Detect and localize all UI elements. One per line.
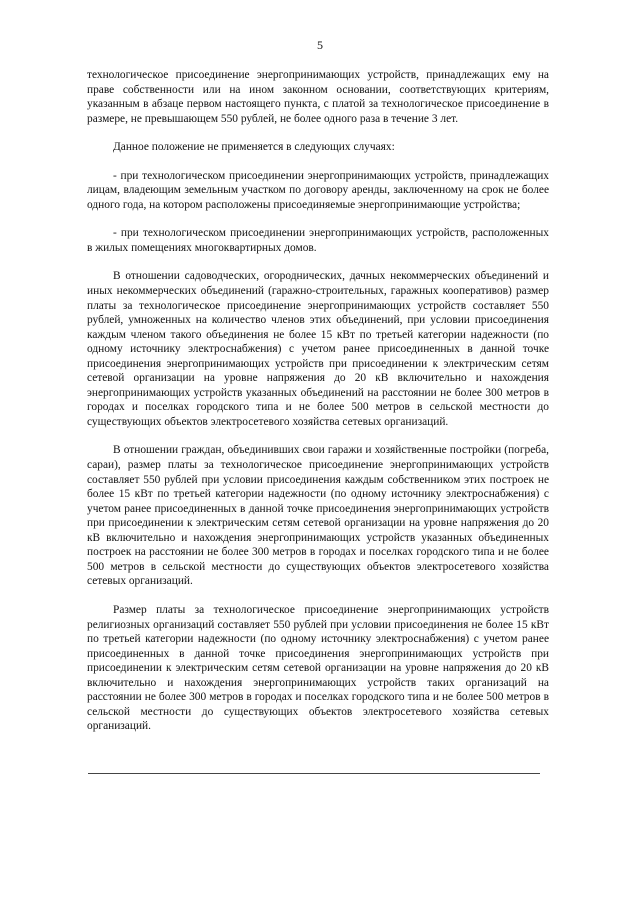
paragraph-religious-organizations: Размер платы за технологическое присоединение энергопринимающих устройств религиозных организаций составляет 550 рублей при условии присоединения не более 15 кВт по третьей категории надежности (по одному источнику электроснабжения) с учетом ранее присоединенных в данной точке присоединения энергопринимающих устройств при присоединении к электрическим сетям сетевой организации на уровне напряжения до 20 кВ включительно и нахождения энергопринимающих устройств таких организаций на расстоянии не более 300 метров в городах и поселках городского типа и не более 500 метров в сельской местности до существующих объектов электросетевого хозяйства сетевых организаций. [87,603,549,733]
paragraph-continuation: технологическое присоединение энергопринимающих устройств, принадлежащих ему на праве собственности или на ином законном основании, соответствующих критериям, указанным в абзаце первом настоящего пункта, с платой за технологическое присоединение в размере, не превышающем 550 рублей, не более одного раза в течение 3 лет. [87,69,549,125]
paragraph-garage-owners: В отношении граждан, объединивших свои гаражи и хозяйственные постройки (погреба, сараи), размер платы за технологическое присоединение энергопринимающих устройств составляет 550 рублей при условии присоединения каждым собственником этих построек не более 15 кВт по третьей категории надежности (по одному источнику электроснабжения) с учетом ранее присоединенных в данной точке присоединения энергопринимающих устройств при присоединении к электрическим сетям сетевой организации на уровне напряжения до 20 кВ включительно и нахождения энергопринимающих устройств указанных объединенных построек на расстоянии не более 300 метров в городах и поселках городского типа и не более 500 метров в сельской местности до существующих объектов электросетевого хозяйства сетевых организаций. [87,444,549,588]
list-item-lease-exception: - при технологическом присоединении энергопринимающих устройств, принадлежащих лицам, владеющим земельным участком по договору аренды, заключенному на срок не более одного года, на котором расположены присоединяемые энергопринимающие устройства; [87,169,549,211]
page-number: 5 [317,38,323,52]
footnote-divider [88,773,540,774]
paragraph-exceptions-intro: Данное положение не применяется в следующих случаях: [113,141,395,154]
paragraph-garden-associations: В отношении садоводческих, огороднических, дачных некоммерческих объединений и иных некоммерческих объединений (гаражно-строительных, гаражных кооперативов) размер платы за технологическое присоединение энергопринимающих устройств составляет 550 рублей, умноженных на количество членов этих объединений, при условии присоединения каждым членом такого объединения не более 15 кВт по третьей категории надежности (по одному источнику электроснабжения) с учетом ранее присоединенных в данной точке присоединения энергопринимающих устройств при присоединении к электрическим сетям сетевой организации на уровне напряжения до 20 кВ включительно и нахождения энергопринимающих устройств указанных объединений на расстоянии не более 300 метров в городах и поселках городского типа и не более 500 метров в сельской местности до существующих объектов электросетевого хозяйства сетевых организаций. [87,270,549,428]
document-body [87,68,549,748]
list-item-apartment-exception: - при технологическом присоединении энергопринимающих устройств, расположенных в жилых помещениях многоквартирных домов. [87,227,549,254]
